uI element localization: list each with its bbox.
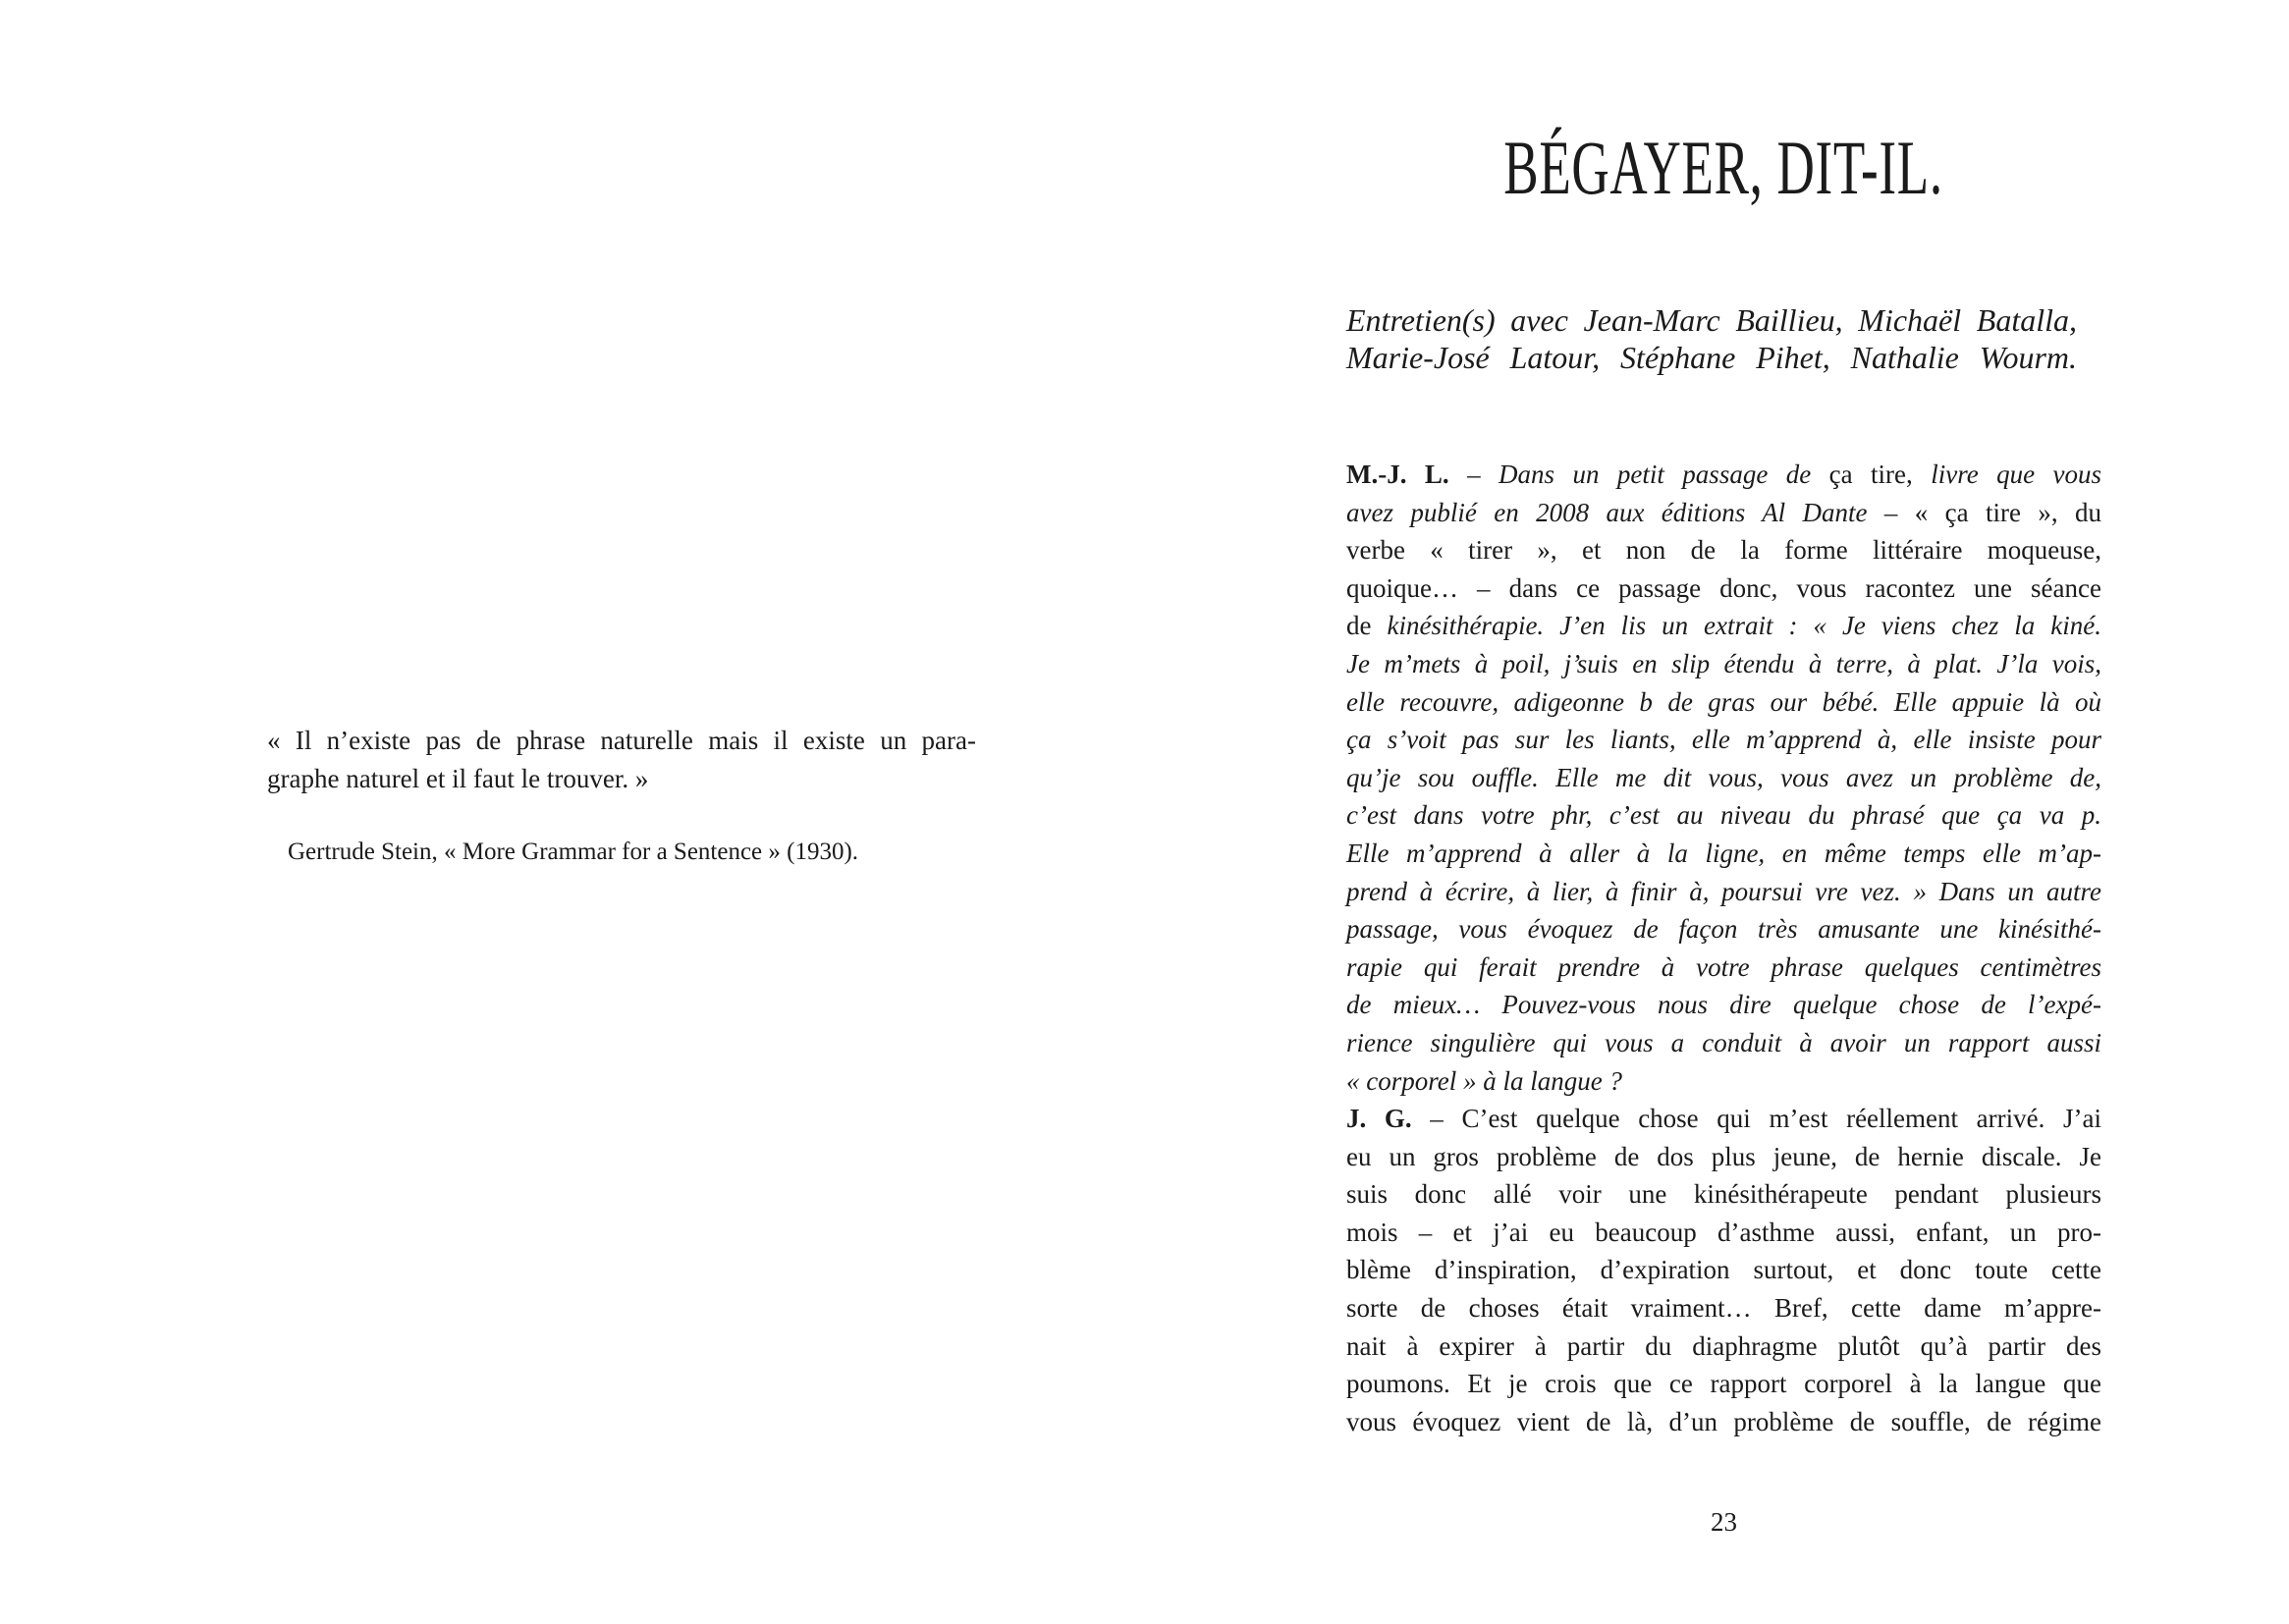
body-line: prend à écrire, à lier, à finir à, poursui vre vez. » Dans un autre bbox=[1346, 876, 2101, 906]
body-line: elle recouvre, adigeonne b de gras our bébé. Elle appuie là où bbox=[1346, 686, 2101, 717]
body-line: ça s’voit pas sur les liants, elle m’apprend à, elle insiste pour bbox=[1346, 725, 2101, 755]
body-line: Je m’mets à poil, j’suis en slip étendu à terre, à plat. J’la vois, bbox=[1346, 648, 2101, 678]
body-line: avez publié en 2008 aux éditions Al Dante – « ça tire », du bbox=[1346, 497, 2101, 527]
body-line: nait à expirer à partir du diaphragme plutôt qu’à partir des bbox=[1346, 1330, 2101, 1361]
body-line: rapie qui ferait prendre à votre phrase quelques centimètres bbox=[1346, 951, 2101, 982]
body-line: suis donc allé voir une kinésithérapeute pendant plusieurs bbox=[1346, 1179, 2101, 1210]
body-line: blème d’inspiration, d’expiration surtout, et donc toute cette bbox=[1346, 1255, 2101, 1285]
body-line: « corporel » à la langue ? bbox=[1346, 1065, 1622, 1096]
interview-body bbox=[1346, 456, 2101, 1440]
body-line: de mieux… Pouvez-vous nous dire quelque chose de l’expé- bbox=[1346, 990, 2101, 1020]
chapter-title bbox=[1346, 124, 2101, 212]
body-line: vous évoquez vient de là, d’un problème de souffle, de régime bbox=[1346, 1406, 2101, 1436]
chapter-title-text: BÉGAYER, DIT-IL. bbox=[1503, 125, 1944, 210]
page-number: 23 bbox=[1711, 1507, 1737, 1537]
body-line: verbe « tirer », et non de la forme littéraire moqueuse, bbox=[1346, 535, 2101, 566]
subtitle-line: Entretien(s) avec Jean-Marc Baillieu, Michaël Batalla, bbox=[1346, 302, 2077, 338]
body-line: mois – et j’ai eu beaucoup d’asthme aussi, enfant, un pro- bbox=[1346, 1217, 2101, 1247]
body-line: Elle m’apprend à aller à la ligne, en même temps elle m’ap- bbox=[1346, 838, 2101, 868]
body-line: eu un gros problème de dos plus jeune, de hernie discale. Je bbox=[1346, 1141, 2101, 1171]
body-line: de kinésithérapie. J’en lis un extrait : « Je viens chez la kiné. bbox=[1346, 611, 2101, 641]
body-line: quoique… – dans ce passage donc, vous racontez une séance bbox=[1346, 572, 2101, 603]
epigraph-attribution: Gertrude Stein, « More Grammar for a Sentence » (1930). bbox=[288, 839, 859, 865]
subtitle-line: Marie-José Latour, Stéphane Pihet, Nathalie Wourm. bbox=[1346, 340, 2077, 375]
interview-subtitle bbox=[1346, 301, 2077, 376]
body-line: J. G. – C’est quelque chose qui m’est réellement arrivé. J’ai bbox=[1346, 1104, 2101, 1134]
body-line: rience singulière qui vous a conduit à avoir un rapport aussi bbox=[1346, 1027, 2101, 1057]
body-line: sorte de choses était vraiment… Bref, cette dame m’appre- bbox=[1346, 1293, 2101, 1324]
body-line: qu’je sou ouffle. Elle me dit vous, vous avez un problème de, bbox=[1346, 762, 2101, 792]
body-line: M.-J. L. – Dans un petit passage de ça tire, livre que vous bbox=[1346, 460, 2102, 489]
body-line: c’est dans votre phr, c’est au niveau du phrasé que ça va p. bbox=[1346, 800, 2101, 831]
body-line: passage, vous évoquez de façon très amusante une kinésithé- bbox=[1346, 914, 2101, 945]
epigraph-line: graphe naturel et il faut le trouver. » bbox=[267, 764, 649, 793]
epigraph bbox=[267, 722, 976, 798]
epigraph-line: « Il n’existe pas de phrase naturelle mais il existe un para- bbox=[267, 726, 976, 755]
body-line: poumons. Et je crois que ce rapport corporel à la langue que bbox=[1346, 1369, 2101, 1399]
